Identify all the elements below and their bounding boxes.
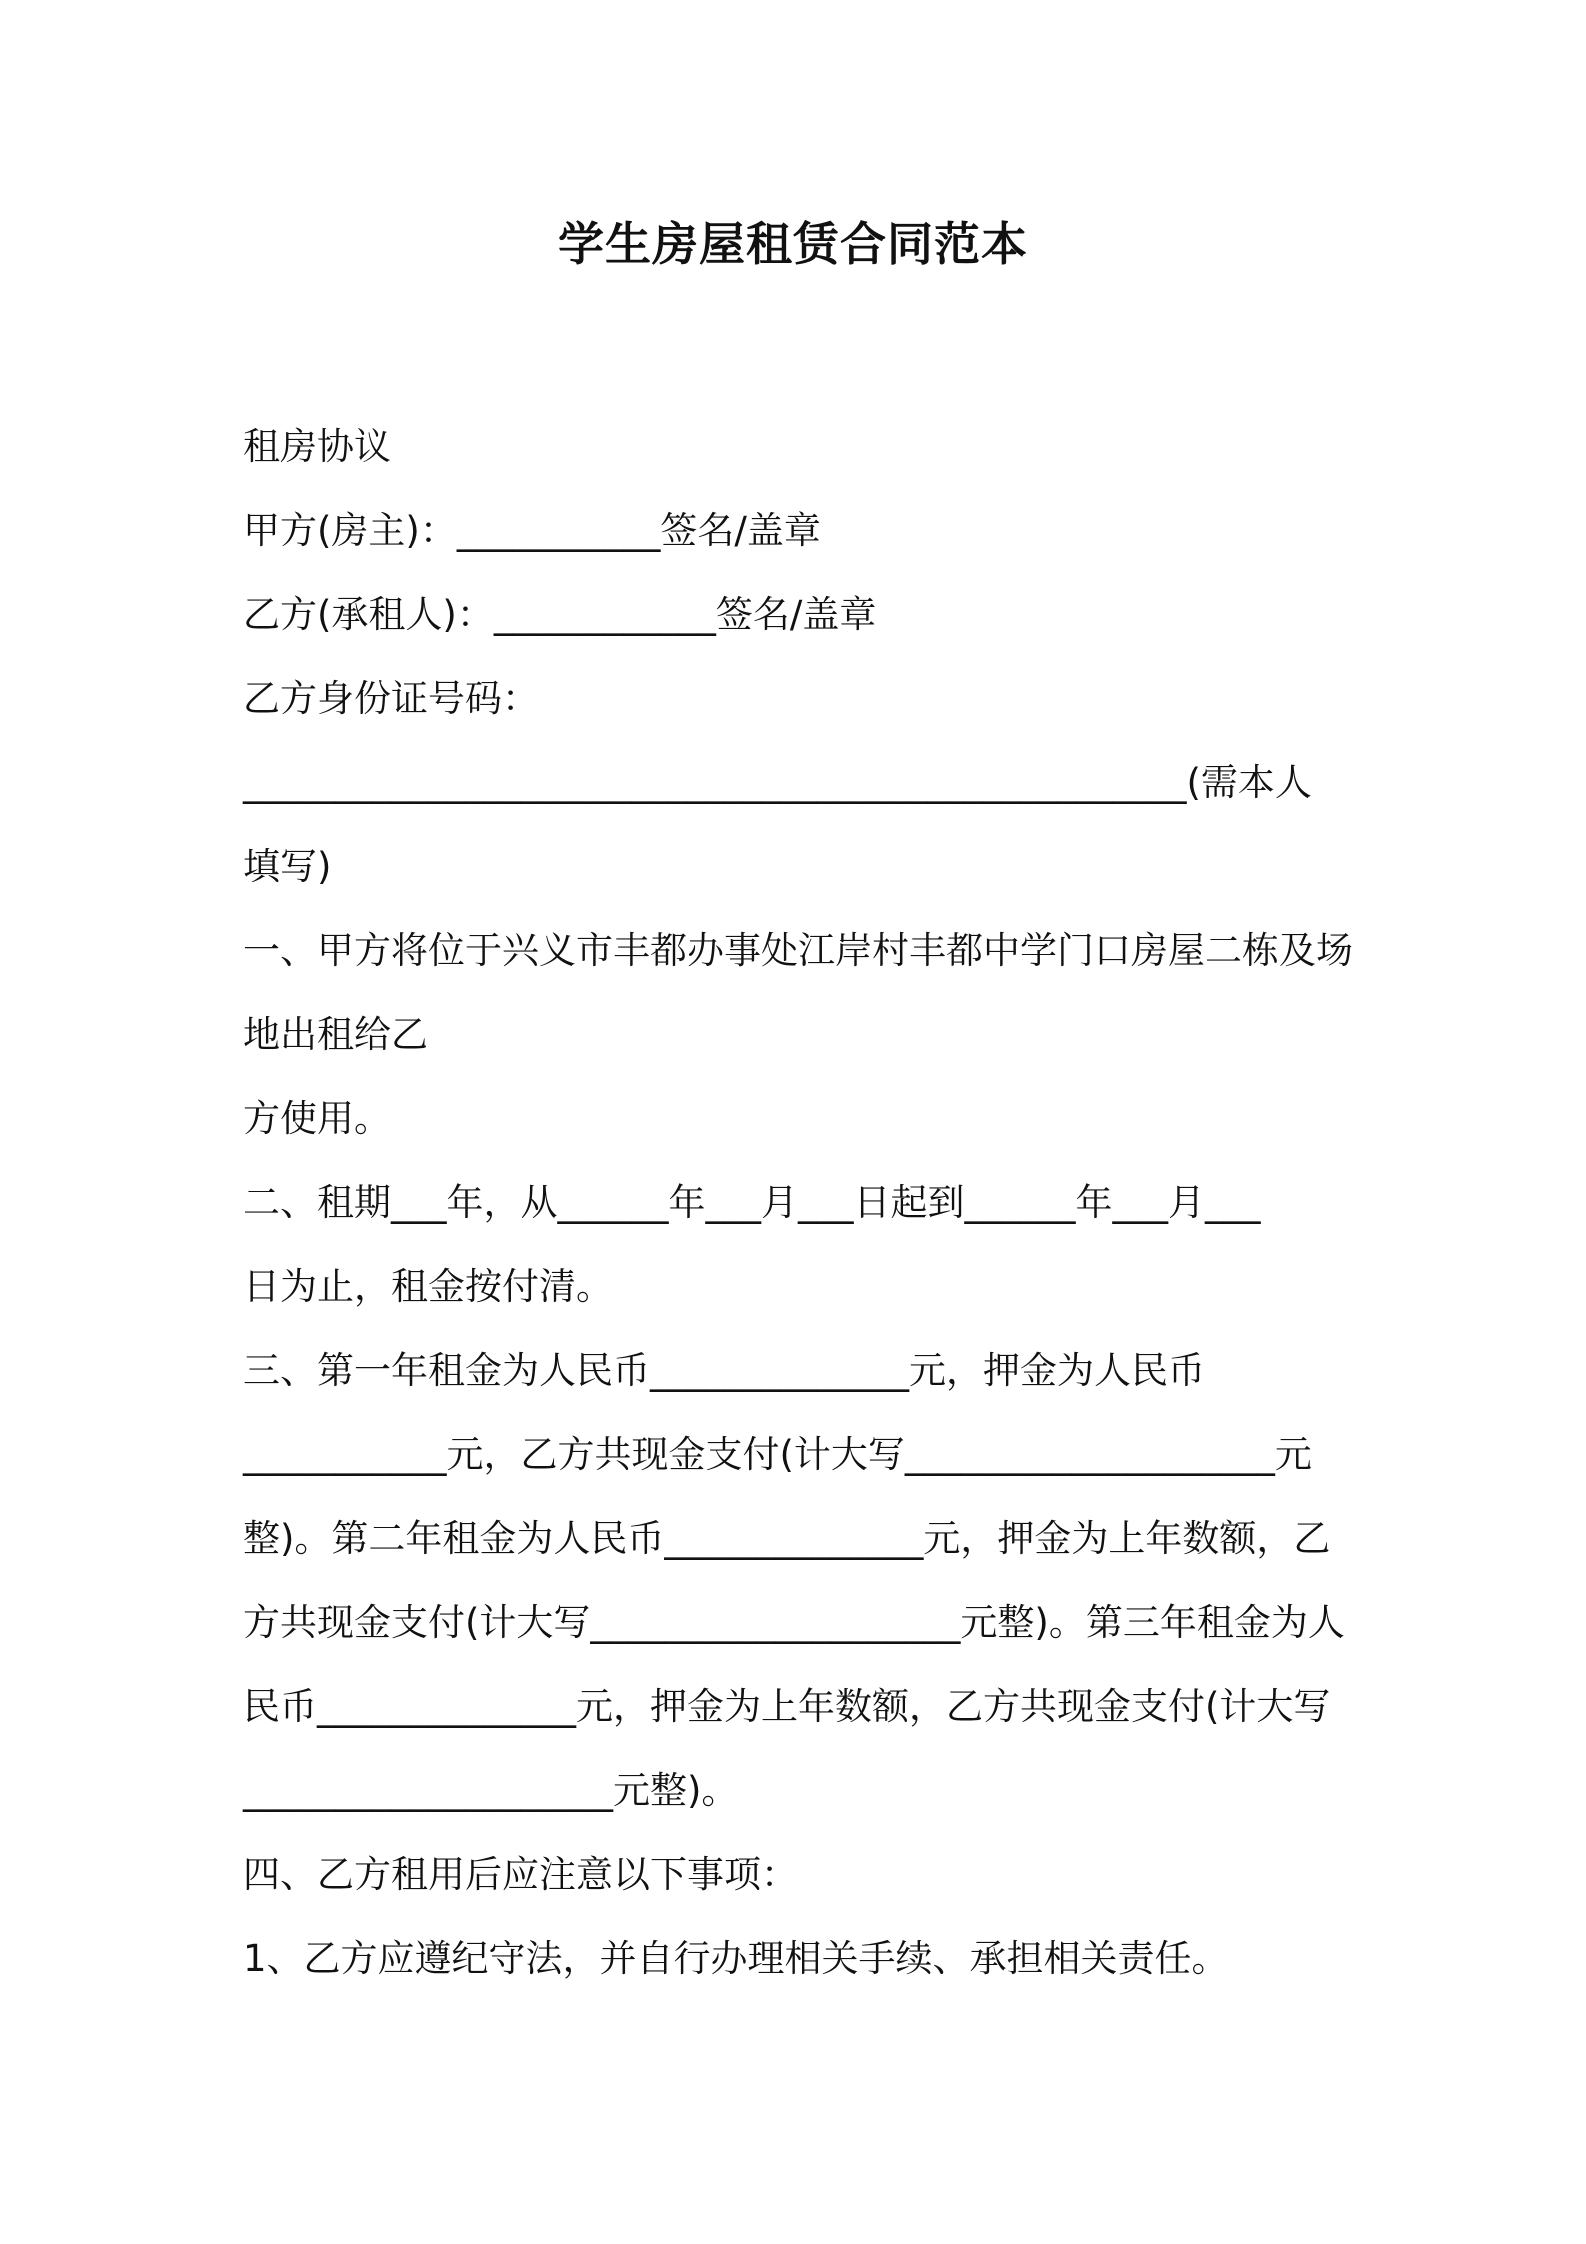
party-b-line: 乙方(承租人)：____________签名/盖章 bbox=[243, 593, 877, 636]
clause-3-line: 民币______________元，押金为上年数额，乙方共现金支付(计大写 bbox=[243, 1685, 1331, 1728]
party-a-line: 甲方(房主)：___________签名/盖章 bbox=[243, 509, 821, 552]
clause-3-line: ____________________元整)。 bbox=[243, 1769, 739, 1812]
clause-3-line: 整)。第二年租金为人民币______________元，押金为上年数额，乙 bbox=[243, 1517, 1331, 1560]
clause-3-line: 三、第一年租金为人民币______________元，押金为人民币 bbox=[243, 1349, 1205, 1392]
section-heading: 租房协议 bbox=[243, 425, 391, 468]
clause-2-line: 日为止，租金按付清。 bbox=[243, 1265, 613, 1308]
id-number-label: 乙方身份证号码： bbox=[243, 677, 539, 720]
clause-4-heading: 四、乙方租用后应注意以下事项： bbox=[243, 1853, 798, 1896]
document-body bbox=[243, 405, 1363, 2001]
clause-3-line: ___________元，乙方共现金支付(计大写____________________元 bbox=[243, 1433, 1312, 1476]
clause-4-item-1: 1、乙方应遵纪守法，并自行办理相关手续、承担相关责任。 bbox=[243, 1937, 1229, 1980]
clause-3-line: 方共现金支付(计大写____________________元整)。第三年租金为人 bbox=[243, 1601, 1345, 1644]
clause-1-line: 一、甲方将位于兴义市丰都办事处江岸村丰都中学门口房屋二栋及场 bbox=[243, 929, 1353, 972]
id-number-blank: ___________________________________________________(需本人 bbox=[243, 761, 1312, 804]
clause-1-line: 地出租给乙 bbox=[243, 1013, 428, 1056]
clause-2-line: 二、租期___年，从______年___月___日起到______年___月___ bbox=[243, 1181, 1261, 1224]
id-number-note: 填写) bbox=[243, 845, 332, 888]
clause-1-line: 方使用。 bbox=[243, 1097, 391, 1140]
document-title: 学生房屋租赁合同范本 bbox=[558, 217, 1028, 271]
